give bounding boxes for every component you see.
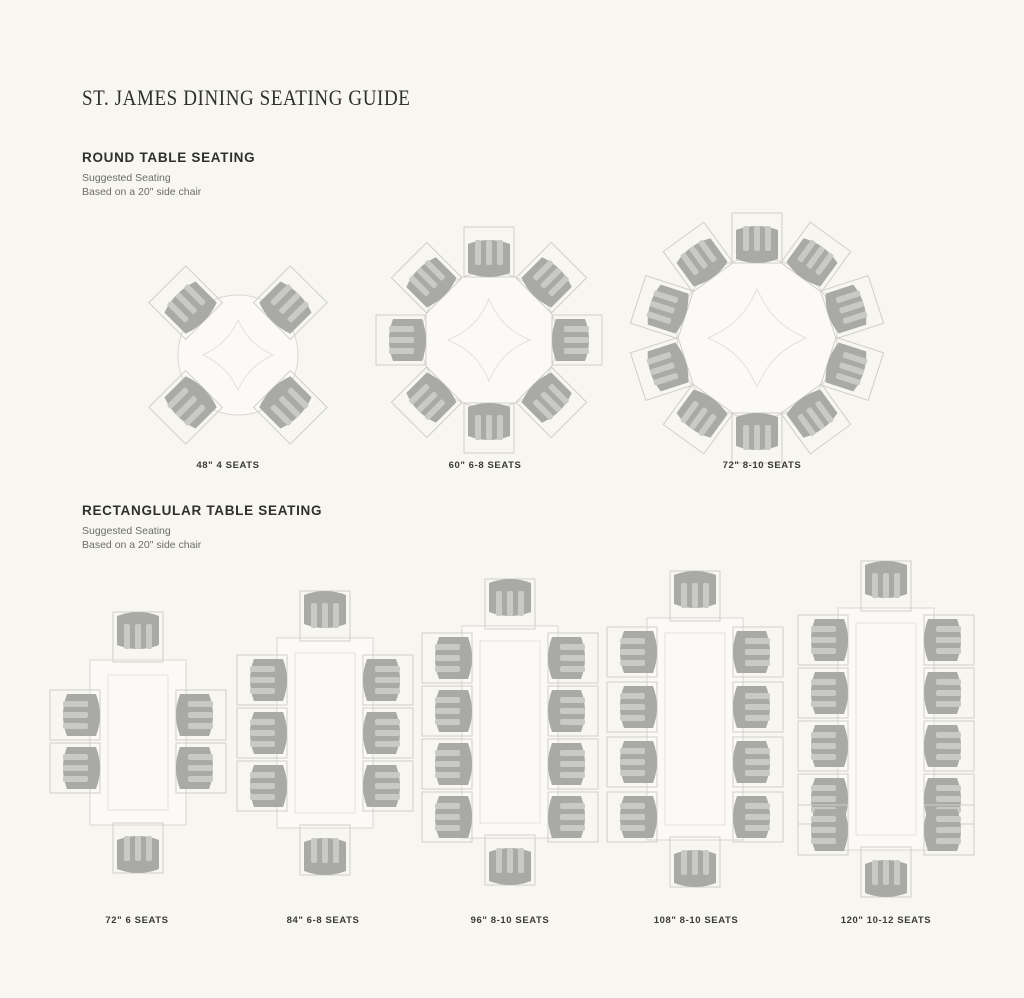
caption-rect-108: 108" 8-10 SEATS [653,915,739,926]
section-subtitle-line1: Suggested Seating [82,525,171,537]
section-subtitle-round [82,171,255,199]
caption-rect-72: 72" 6 SEATS [105,915,169,926]
diagram-rect-84 [235,588,415,878]
diagram-rect-96 [420,578,600,883]
diagram-round-48 [138,255,338,455]
section-header-round [82,150,255,199]
diagram-rect-72 [48,605,228,880]
section-subtitle-line2: Based on a 20" side chair [82,539,202,551]
rect-table-108 [647,618,743,840]
caption-rect-96: 96" 8-10 SEATS [470,915,550,926]
section-subtitle-rectangular [82,524,322,552]
diagram-rect-108 [605,572,785,884]
rect-table-96 [462,626,558,838]
caption-round-48: 48" 4 SEATS [196,460,260,471]
page-title: ST. JAMES DINING SEATING GUIDE [82,86,411,111]
diagram-rect-120 [790,562,982,887]
caption-round-72: 72" 8-10 SEATS [722,460,802,471]
section-title-rectangular: RECTANGLULAR TABLE SEATING [82,503,323,518]
diagram-round-60 [378,225,600,455]
section-subtitle-line1: Suggested Seating [82,172,171,184]
section-header-rectangular [82,503,322,552]
caption-rect-84: 84" 6-8 SEATS [286,915,360,926]
section-subtitle-line2: Based on a 20" side chair [82,186,202,198]
section-title-round: ROUND TABLE SEATING [82,150,256,165]
caption-rect-120: 120" 10-12 SEATS [840,915,932,926]
rect-table-84 [277,638,373,828]
caption-round-60: 60" 6-8 SEATS [448,460,522,471]
diagram-round-72 [632,218,882,460]
rect-table-120 [838,608,934,850]
rect-table-72 [90,660,186,825]
